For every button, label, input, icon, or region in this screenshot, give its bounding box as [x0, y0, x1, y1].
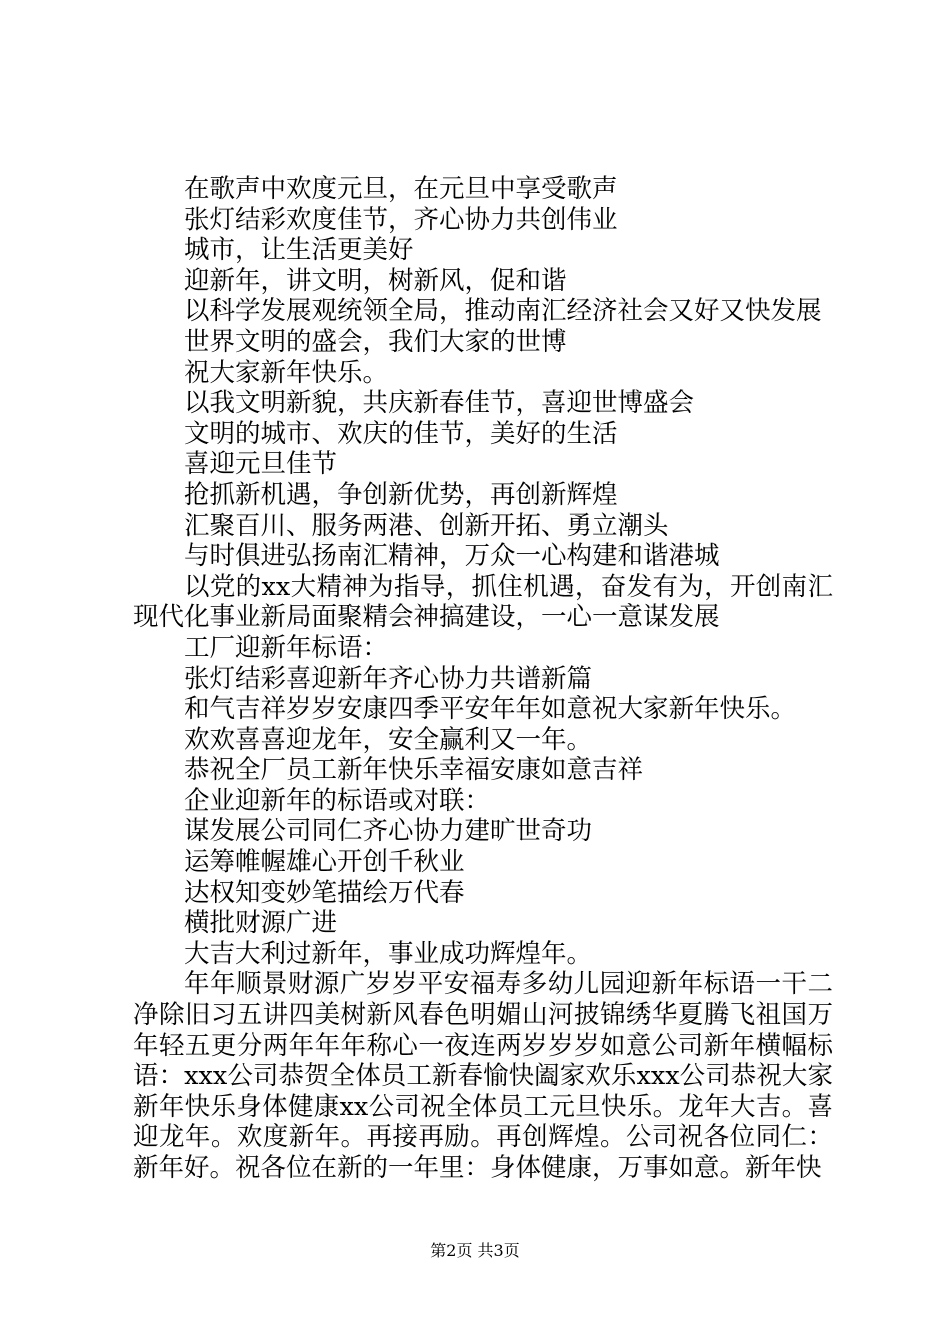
- text-line: 世界文明的盛会，我们大家的世博: [184, 326, 567, 357]
- text-line: 达权知变妙笔描绘万代春: [184, 877, 465, 908]
- text-line: 以科学发展观统领全局，推动南汇经济社会又好又快发展: [184, 296, 822, 327]
- text-line: 与时俱进弘扬南汇精神，万众一心构建和谐港城: [184, 541, 720, 572]
- text-line: 运筹帷幄雄心开创千秋业: [184, 847, 465, 878]
- text-line: 张灯结彩欢度佳节，齐心协力共创伟业: [184, 204, 618, 235]
- text-line: 恭祝全厂员工新年快乐幸福安康如意吉祥: [184, 755, 644, 786]
- text-line: 在歌声中欢度元旦，在元旦中享受歌声: [184, 174, 618, 204]
- text-line: 欢欢喜喜迎龙年，安全赢利又一年。: [184, 724, 593, 755]
- text-paragraph: 年年顺景财源广岁岁平安福寿多幼儿园迎新年标语一干二净除旧习五讲四美树新风春色明媚山河披锦绣华夏腾飞祖国万年轻五更分两年年年称心一夜连两岁岁岁如意公司新年横幅标语：xxx公司恭贺全体员工新春愉快阖家欢乐xxx公司恭祝大家新年快乐身体健康xx公司祝全体员工元旦快乐。龙年大吉。喜迎龙年。欢度新年。再接再励。再创辉煌。公司祝各位同仁：新年好。祝各位在新的一年里：身体健康，万事如意。新年快: [133, 969, 833, 1183]
- document-body: [133, 174, 833, 1184]
- text-line: 文明的城市、欢庆的佳节，美好的生活: [184, 418, 618, 449]
- text-line: 迎新年，讲文明，树新风，促和谐: [184, 265, 567, 296]
- text-line: 以我文明新貌，共庆新春佳节，喜迎世博盛会: [184, 388, 695, 419]
- text-line: 谋发展公司同仁齐心协力建旷世奇功: [184, 816, 593, 847]
- section-heading: 工厂迎新年标语：: [184, 632, 389, 663]
- text-line: 城市，让生活更美好: [184, 235, 414, 266]
- text-line: 祝大家新年快乐。: [184, 357, 389, 388]
- text-paragraph: 以党的xx大精神为指导，抓住机遇，奋发有为，开创南汇现代化事业新局面聚精会神搞建设，一心一意谋发展: [133, 571, 833, 633]
- section-heading: 企业迎新年的标语或对联：: [184, 785, 491, 816]
- text-line: 和气吉祥岁岁安康四季平安年年如意祝大家新年快乐。: [184, 694, 797, 725]
- text-line: 大吉大利过新年，事业成功辉煌年。: [184, 938, 593, 969]
- text-line: 喜迎元旦佳节: [184, 449, 338, 480]
- text-line: 横批财源广进: [184, 908, 338, 939]
- text-line: 抢抓新机遇，争创新优势，再创新辉煌: [184, 479, 618, 510]
- text-line: 张灯结彩喜迎新年齐心协力共谱新篇: [184, 663, 593, 694]
- text-line: 汇聚百川、服务两港、创新开拓、勇立潮头: [184, 510, 669, 541]
- page-number-footer: 第2页 共3页: [430, 1241, 520, 1260]
